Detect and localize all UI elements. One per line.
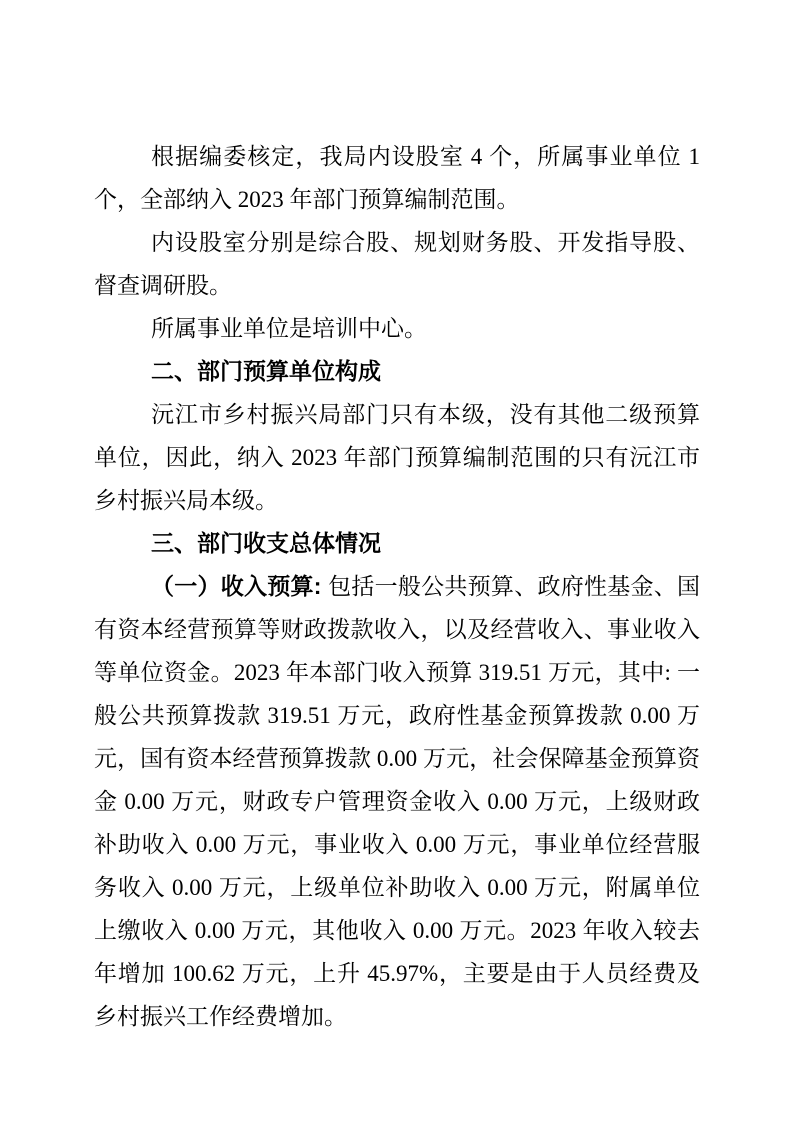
income-budget-lead: （一）收入预算:: [151, 573, 329, 599]
paragraph-internal-divisions: 内设股室分别是综合股、规划财务股、开发指导股、督查调研股。: [94, 230, 700, 298]
income-budget-text: 包括一般公共预算、政府性基金、国有资本经营预算等财政拨款收入，以及经营收入、事业收入等单位资金。2023 年本部门收入预算 319.51 万元，其中: 一般公共预算拨款 319.51 万元，政府性基金预算拨款 0.00 万元，国有资本经营预算拨款 0.00 万元，社会保障基金预算资金 0.00 万元，财政专户管理资金收入 0.00 万元，上级财政补助收入 0.00 万元，事业收入 0.00 万元，事业单位经营服务收入 0.00 万元，上级单位补助收入 0.00 万元，附属单位上缴收入 0.00 万元，其他收入 0.00 万元。2023 年收入较去年增加 100.62 万元，上升 45.97%，主要是由于人员经费及乡村振兴工作经费增加。: [94, 574, 701, 1029]
paragraph-income-budget: [94, 565, 700, 1038]
paragraph-budget-unit-composition: 沅江市乡村振兴局部门只有本级，没有其他二级预算单位，因此，纳入 2023 年部门预算编制范围的只有沅江市乡村振兴局本级。: [94, 402, 700, 513]
heading-section-3-revenue-expenditure-overview: 三、部门收支总体情况: [151, 530, 381, 556]
document-body: [94, 135, 700, 1038]
heading-section-2-budget-unit-composition: 二、部门预算单位构成: [151, 358, 381, 384]
paragraph-org-overview: 根据编委核定，我局内设股室 4 个，所属事业单位 1 个，全部纳入 2023 年部门预算编制范围。: [94, 144, 700, 212]
paragraph-affiliated-unit: 所属事业单位是培训中心。: [151, 316, 427, 341]
